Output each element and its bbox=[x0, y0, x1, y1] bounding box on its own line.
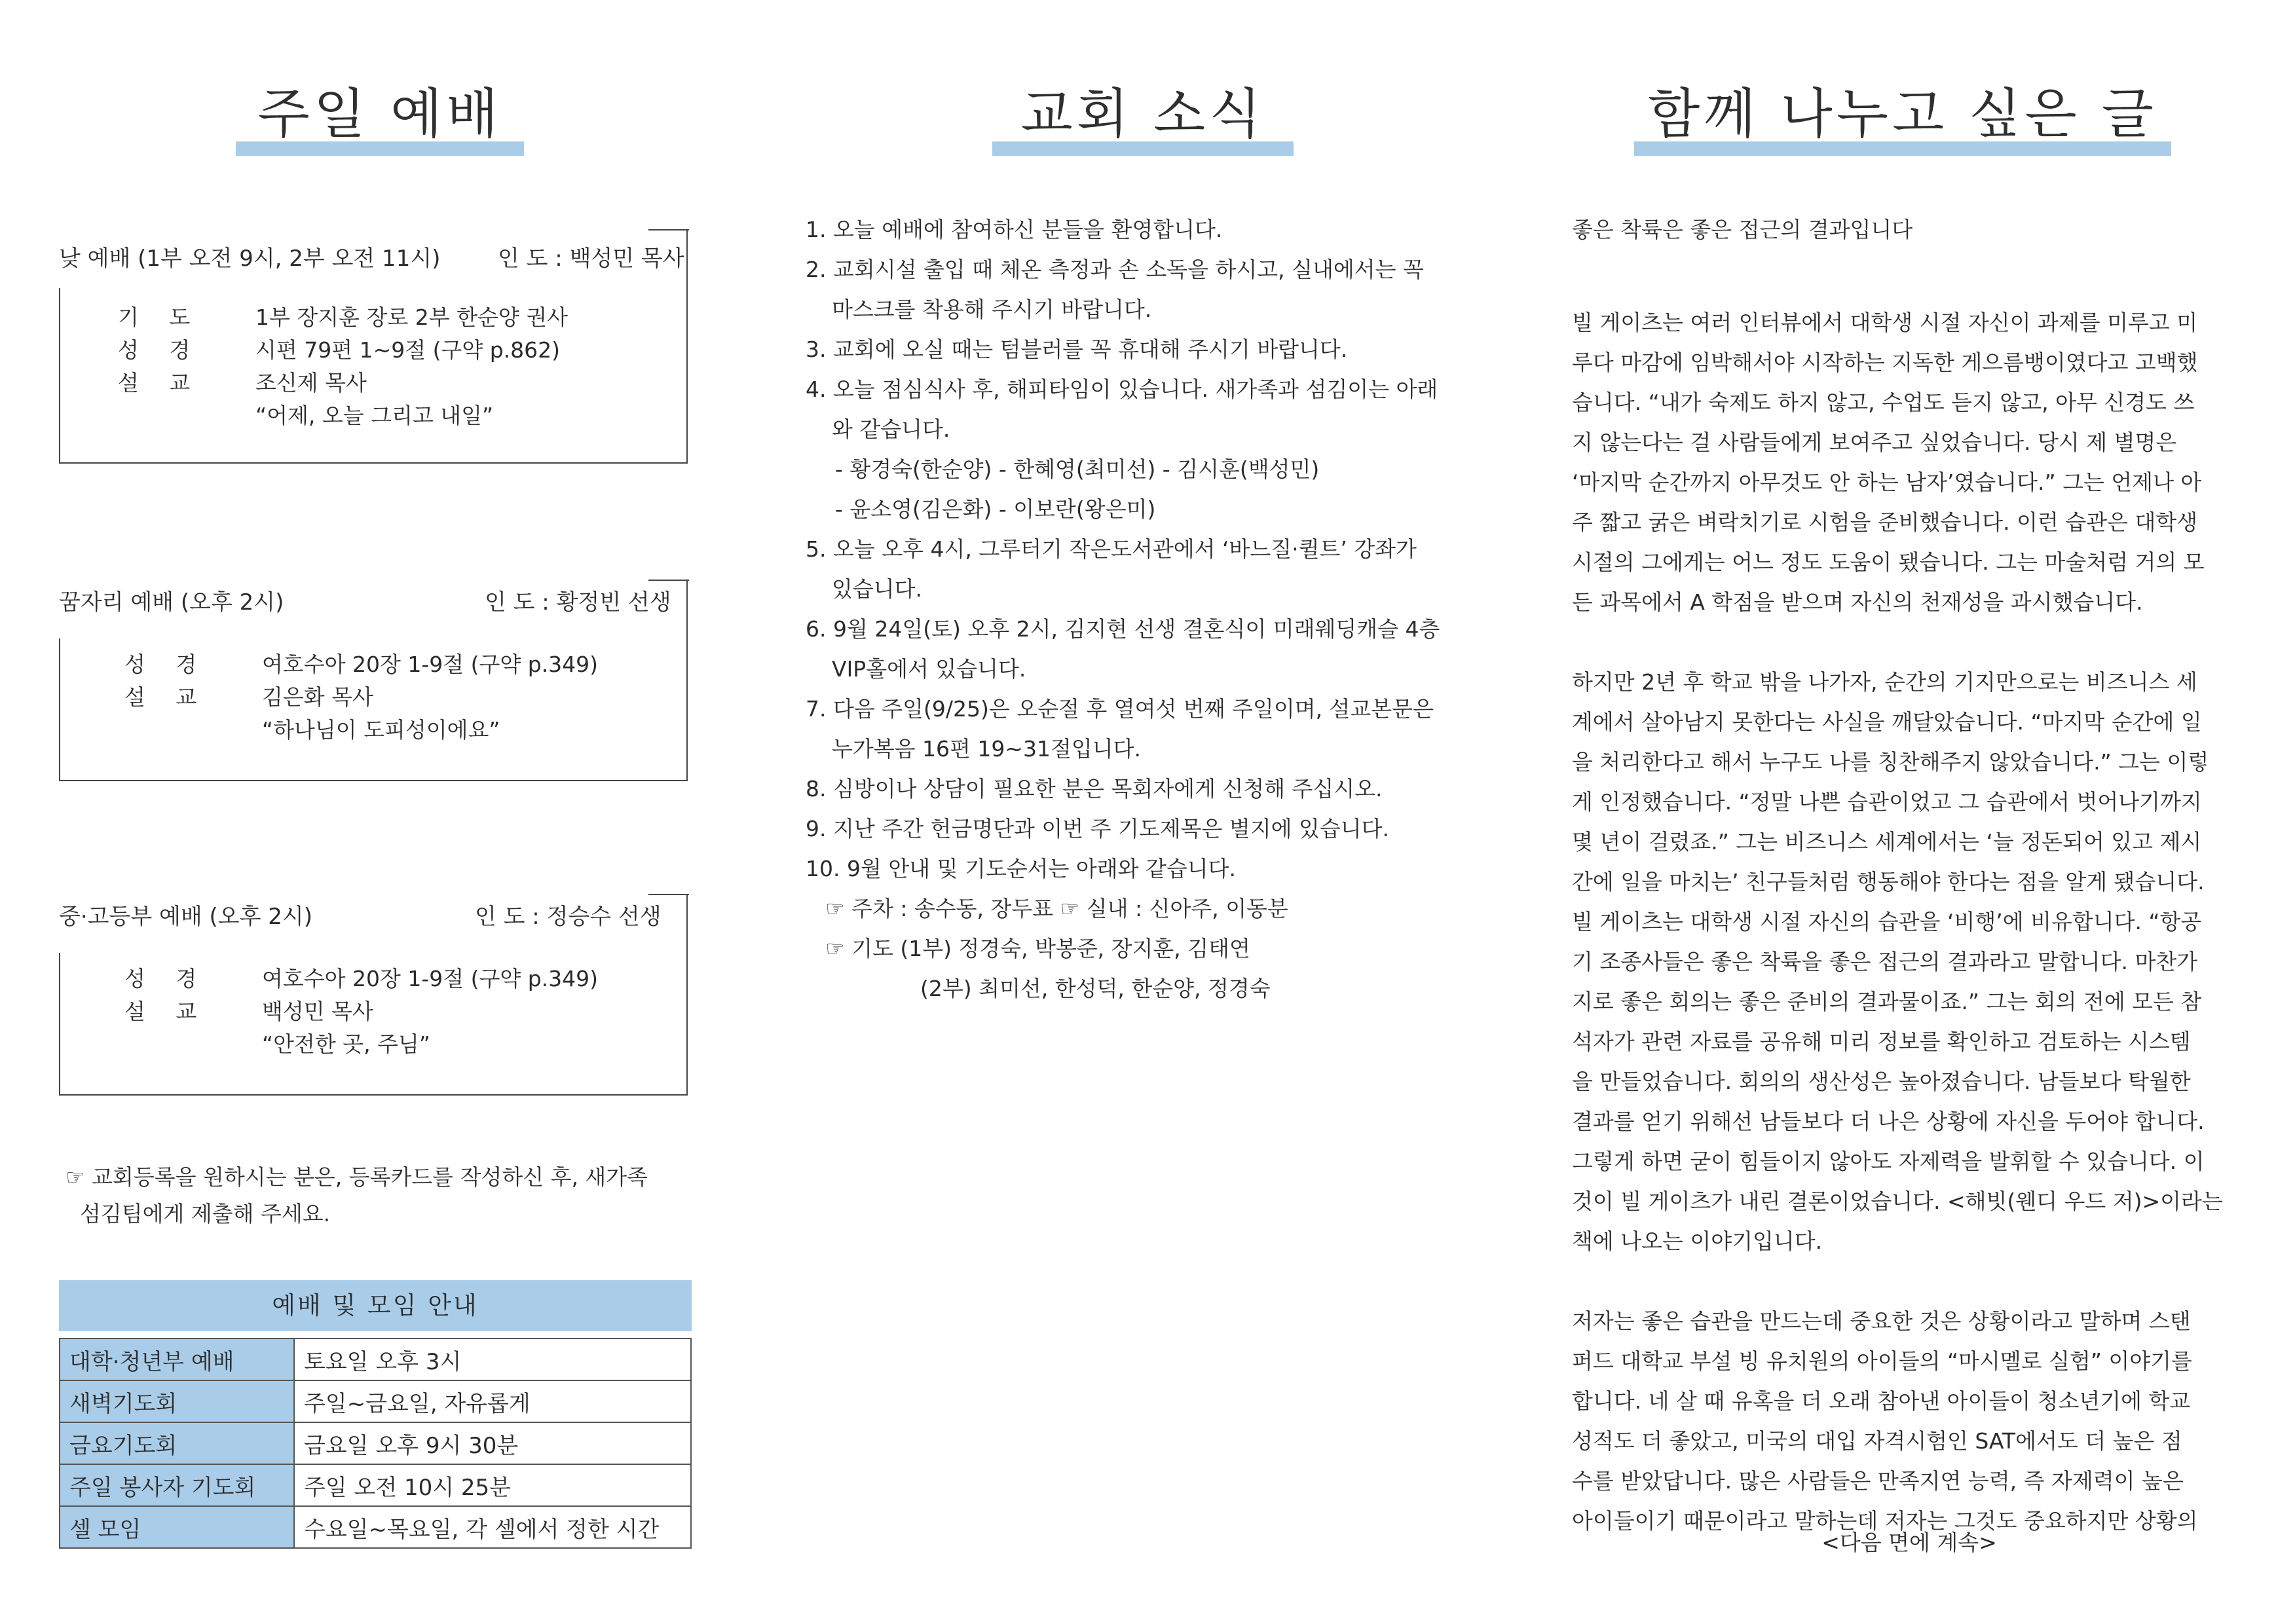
row-label: 설 교 bbox=[124, 684, 209, 710]
service-title: 중·고등부 예배 (오후 2시) bbox=[59, 904, 312, 930]
worship-heading bbox=[236, 79, 524, 156]
essay-line: 습니다. “내가 숙제도 하지 않고, 수업도 듣지 않고, 아무 신경도 쓰 bbox=[1572, 390, 2195, 415]
frame-edge bbox=[59, 638, 60, 780]
news-heading-text: 교회 소식 bbox=[1020, 83, 1265, 145]
service-leader: 인 도 : 황정빈 선생 bbox=[485, 589, 671, 616]
sermon-title: “어제, 오늘 그리고 내일” bbox=[255, 403, 494, 428]
news-item: 4. 오늘 점심식사 후, 해피타임이 있습니다. 새가족과 섬김이는 아래 bbox=[806, 377, 1438, 402]
row-value: 김은화 목사 bbox=[262, 684, 373, 710]
essay-line: 주 짧고 굵은 벼락치기로 시험을 준비했습니다. 이런 습관은 대학생 bbox=[1572, 509, 2198, 535]
essay-line: 것이 빌 게이츠가 내린 결론이었습니다. <해빗(웬디 우드 저)>이라는 bbox=[1572, 1189, 2223, 1214]
news-item: 8. 심방이나 상담이 필요한 분은 목회자에게 신청해 주십시오. bbox=[806, 776, 1383, 802]
essay-line: 지 않는다는 걸 사람들에게 보여주고 싶었습니다. 당시 제 별명은 bbox=[1572, 430, 2177, 455]
worship-heading-text: 주일 예배 bbox=[257, 83, 502, 145]
table-row bbox=[60, 1338, 691, 1380]
news-heading bbox=[992, 79, 1294, 156]
row-label: 성 경 bbox=[124, 966, 209, 991]
service-youth bbox=[59, 894, 688, 1097]
essay-line: 결과를 얻기 위해선 남들보다 더 나은 상황에 자신을 두어야 합니다. bbox=[1572, 1109, 2205, 1134]
meeting-name: 금요기도회 bbox=[60, 1422, 294, 1464]
essay-line: 하지만 2년 후 학교 밖을 나가자, 순간의 기지만으로는 비즈니스 세 bbox=[1572, 669, 2197, 695]
essay-line: 기 조종사들은 좋은 착륙을 좋은 접근의 결과라고 말합니다. 마찬가 bbox=[1572, 949, 2198, 974]
essay-line: 저자는 좋은 습관을 만드는데 중요한 것은 상황이라고 말하며 스탠 bbox=[1572, 1308, 2191, 1334]
news-column bbox=[806, 0, 1493, 1624]
note-line: 섬김팀에게 제출해 주세요. bbox=[80, 1201, 331, 1227]
service-header bbox=[39, 583, 694, 622]
row-value: 조신제 목사 bbox=[255, 370, 367, 396]
meeting-name: 새벽기도회 bbox=[60, 1380, 294, 1422]
news-sublist: - 황경숙(한순양) - 한혜영(최미선) - 김시훈(백성민) bbox=[835, 456, 1320, 482]
service-leader: 인 도 : 백성민 목사 bbox=[498, 246, 684, 272]
frame-edge bbox=[59, 288, 60, 462]
essay-line: 지로 좋은 회의는 좋은 준비의 결과물이죠.” 그는 회의 전에 모든 참 bbox=[1572, 989, 2202, 1014]
meeting-time: 금요일 오후 9시 30분 bbox=[294, 1422, 691, 1464]
row-value: 시편 79편 1~9절 (구약 p.862) bbox=[255, 337, 561, 363]
service-title: 꿈자리 예배 (오후 2시) bbox=[59, 589, 284, 616]
news-item: 9. 지난 주간 헌금명단과 이번 주 기도제목은 별지에 있습니다. bbox=[806, 816, 1389, 841]
essay-heading bbox=[1634, 79, 2171, 156]
news-sublist: - 윤소영(김은화) - 이보란(왕은미) bbox=[835, 496, 1156, 522]
meeting-name: 주일 봉사자 기도회 bbox=[60, 1464, 294, 1506]
essay-line: 합니다. 네 살 때 유혹을 더 오래 참아낸 아이들이 청소년기에 학교 bbox=[1572, 1388, 2191, 1414]
essay-line: 든 과목에서 A 학점을 받으며 자신의 천재성을 과시했습니다. bbox=[1572, 589, 2143, 615]
news-item-cont: 와 같습니다. bbox=[832, 416, 950, 442]
service-kids bbox=[59, 580, 688, 783]
row-label: 성 경 bbox=[124, 652, 209, 677]
essay-line: 을 처리한다고 해서 누구도 나를 칭찬해주지 않았습니다.” 그는 이렇 bbox=[1572, 749, 2209, 775]
essay-title: 좋은 착륙은 좋은 접근의 결과입니다 bbox=[1572, 217, 1913, 242]
essay-line: 책에 나오는 이야기입니다. bbox=[1572, 1228, 1823, 1254]
essay-line: 빌 게이츠는 여러 인터뷰에서 대학생 시절 자신이 과제를 미루고 미 bbox=[1572, 310, 2198, 335]
table-row bbox=[60, 1506, 691, 1548]
meeting-time: 토요일 오후 3시 bbox=[294, 1338, 691, 1380]
meeting-time: 주일~금요일, 자유롭게 bbox=[294, 1380, 691, 1422]
meeting-name: 셀 모임 bbox=[60, 1506, 294, 1548]
meetings-table bbox=[59, 1338, 692, 1549]
essay-line: 루다 마감에 임박해서야 시작하는 지독한 게으름뱅이였다고 고백했 bbox=[1572, 350, 2198, 375]
table-row bbox=[60, 1464, 691, 1506]
news-item-cont: 있습니다. bbox=[832, 576, 923, 602]
essay-line: 아이들이기 때문이라고 말하는데 저자는 그것도 중요하지만 상황의 bbox=[1572, 1508, 2198, 1534]
row-label: 기 도 bbox=[118, 304, 202, 330]
essay-line: 몇 년이 걸렸죠.” 그는 비즈니스 세계에서는 ‘늘 정돈되어 있고 제시 bbox=[1572, 829, 2202, 855]
worship-column bbox=[52, 0, 707, 1624]
row-value: 백성민 목사 bbox=[262, 999, 373, 1024]
essay-line: 시절의 그에게는 어느 정도 도움이 됐습니다. 그는 마술처럼 거의 모 bbox=[1572, 549, 2205, 575]
service-header bbox=[39, 897, 694, 936]
sermon-title: “하나님이 도피성이에요” bbox=[262, 717, 500, 743]
essay-line: 퍼드 대학교 부설 빙 유치원의 아이들의 “마시멜로 실험” 이야기를 bbox=[1572, 1348, 2192, 1374]
essay-line: 간에 일을 마치는’ 친구들처럼 행동해야 한다는 점을 알게 됐습니다. bbox=[1572, 869, 2205, 895]
news-item: 7. 다음 주일(9/25)은 오순절 후 열여섯 번째 주일이며, 설교본문은 bbox=[806, 696, 1434, 722]
service-title: 낮 예배 (1부 오전 9시, 2부 오전 11시) bbox=[59, 246, 441, 272]
row-label: 성 경 bbox=[118, 337, 202, 363]
meeting-time: 주일 오전 10시 25분 bbox=[294, 1464, 691, 1506]
meeting-name: 대학·청년부 예배 bbox=[60, 1338, 294, 1380]
sermon-title: “안전한 곳, 주님” bbox=[262, 1031, 430, 1057]
essay-line: ‘마지막 순간까지 아무것도 안 하는 남자’였습니다.” 그는 언제나 아 bbox=[1572, 470, 2202, 495]
row-value: 1부 장지훈 장로 2부 한순양 권사 bbox=[255, 304, 568, 330]
essay-line: 게 인정했습니다. “정말 나쁜 습관이었고 그 습관에서 벗어나기까지 bbox=[1572, 789, 2202, 815]
row-value: 여호수아 20장 1-9절 (구약 p.349) bbox=[262, 966, 599, 991]
news-item-cont: 마스크를 착용해 주시기 바랍니다. bbox=[832, 297, 1152, 322]
registration-note bbox=[65, 1159, 648, 1232]
row-label: 설 교 bbox=[124, 999, 209, 1024]
duty-line: (2부) 최미선, 한성덕, 한순양, 정경숙 bbox=[920, 976, 1271, 1001]
essay-line: 빌 게이츠는 대학생 시절 자신의 습관을 ‘비행’에 비유합니다. “항공 bbox=[1572, 909, 2202, 934]
essay-heading-text: 함께 나누고 싶은 글 bbox=[1648, 83, 2157, 145]
news-item: 10. 9월 안내 및 기도순서는 아래와 같습니다. bbox=[806, 856, 1236, 881]
news-item-cont: VIP홀에서 있습니다. bbox=[832, 656, 1026, 682]
frame-edge bbox=[59, 953, 60, 1094]
table-row bbox=[60, 1422, 691, 1464]
news-item: 5. 오늘 오후 4시, 그루터기 작은도서관에서 ‘바느질·퀼트’ 강좌가 bbox=[806, 536, 1417, 562]
meeting-time: 수요일~목요일, 각 셀에서 정한 시간 bbox=[294, 1506, 691, 1548]
meetings-title: 예배 및 모임 안내 bbox=[59, 1280, 692, 1331]
news-item: 3. 교회에 오실 때는 텀블러를 꼭 휴대해 주시기 바랍니다. bbox=[806, 337, 1348, 362]
note-line: ☞ 교회등록을 원하시는 분은, 등록카드를 작성하신 후, 새가족 bbox=[65, 1164, 648, 1190]
duty-line: ☞ 기도 (1부) 정경숙, 박봉준, 장지훈, 김태연 bbox=[825, 936, 1250, 961]
row-value: 여호수아 20장 1-9절 (구약 p.349) bbox=[262, 652, 599, 677]
duty-line: ☞ 주차 : 송수동, 장두표 ☞ 실내 : 신아주, 이동분 bbox=[825, 896, 1288, 921]
essay-line: 계에서 살아남지 못한다는 사실을 깨달았습니다. “마지막 순간에 일 bbox=[1572, 709, 2202, 735]
service-header bbox=[39, 239, 694, 278]
row-label: 설 교 bbox=[118, 370, 202, 396]
news-item-cont: 누가복음 16편 19~31절입니다. bbox=[832, 736, 1141, 762]
essay-line: 그렇게 하면 굳이 힘들이지 않아도 자제력을 발휘할 수 있습니다. 이 bbox=[1572, 1149, 2205, 1174]
service-main bbox=[59, 229, 688, 465]
news-item: 2. 교회시설 출입 때 체온 측정과 손 소독을 하시고, 실내에서는 꼭 bbox=[806, 257, 1424, 282]
essay-line: 수를 받았답니다. 많은 사람들은 만족지연 능력, 즉 자제력이 높은 bbox=[1572, 1468, 2184, 1494]
essay-line: 성적도 더 좋았고, 미국의 대입 자격시험인 SAT에서도 더 높은 점 bbox=[1572, 1428, 2182, 1454]
news-item: 1. 오늘 예배에 참여하신 분들을 환영합니다. bbox=[806, 217, 1223, 242]
table-row bbox=[60, 1380, 691, 1422]
continued-note: <다음 면에 계속> bbox=[1821, 1530, 1997, 1555]
essay-line: 을 만들었습니다. 회의의 생산성은 높아졌습니다. 남들보다 탁월한 bbox=[1572, 1069, 2191, 1094]
essay-line: 석자가 관련 자료를 공유해 미리 정보를 확인하고 검토하는 시스템 bbox=[1572, 1029, 2191, 1054]
news-item: 6. 9월 24일(토) 오후 2시, 김지현 선생 결혼식이 미래웨딩캐슬 4층 bbox=[806, 616, 1440, 642]
service-leader: 인 도 : 정승수 선생 bbox=[475, 904, 662, 930]
essay-column bbox=[1572, 0, 2247, 1624]
